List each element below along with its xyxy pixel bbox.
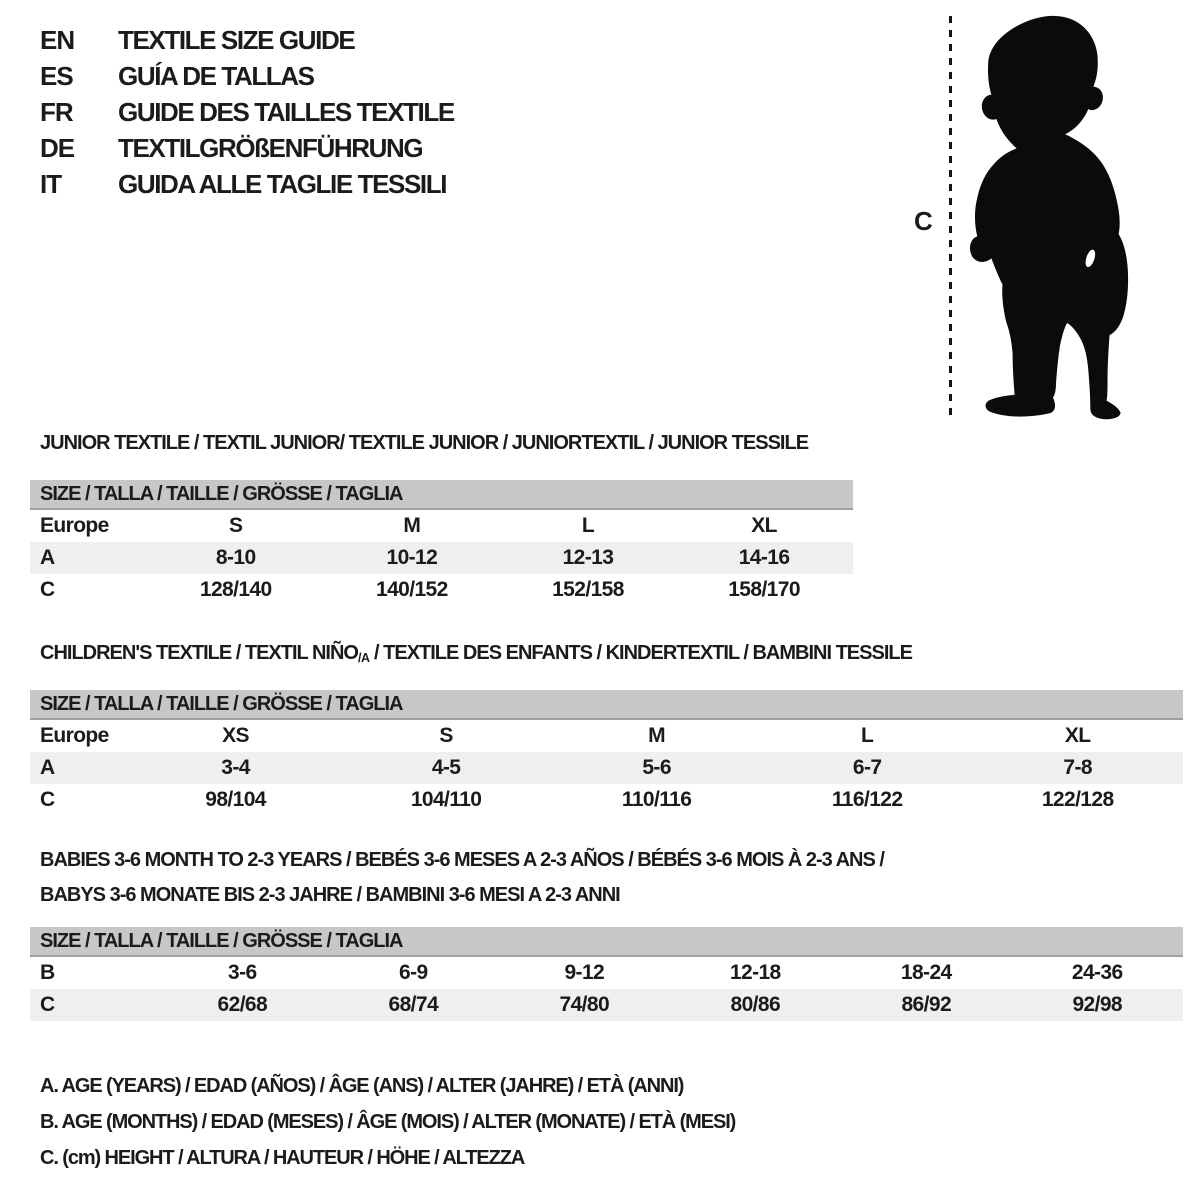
months-cell: 24-36 (1071, 961, 1123, 984)
junior-row-europe (30, 510, 853, 542)
lang-row-fr (40, 94, 454, 130)
children-title-sub: /A (357, 651, 370, 665)
children-row-height (30, 784, 1183, 816)
legend-line-b: B. AGE (MONTHS) / EDAD (MESES) / ÂGE (MOIS) / ALTER (MONATE) / ETÀ (MESI) (40, 1110, 736, 1133)
junior-size-table (30, 480, 853, 606)
height-cell: 110/116 (621, 788, 692, 811)
lang-code-en: EN (40, 24, 75, 55)
row-label: A (40, 546, 55, 569)
babies-size-header-row (30, 927, 1183, 957)
babies-row-months (30, 957, 1183, 989)
legend-line-a: A. AGE (YEARS) / EDAD (AÑOS) / ÂGE (ANS) / ALTER (JAHRE) / ETÀ (ANNI) (40, 1074, 684, 1097)
height-cell: 158/170 (728, 578, 800, 601)
size-cell: M (403, 514, 421, 537)
months-cell: 18-24 (900, 961, 952, 984)
row-label: C (40, 788, 55, 811)
size-header-label: SIZE / TALLA / TAILLE / GRÖSSE / TAGLIA (40, 929, 403, 952)
row-label: Europe (40, 514, 109, 537)
row-label: Europe (40, 724, 109, 747)
babies-row-height (30, 989, 1183, 1021)
lang-title-en: TEXTILE SIZE GUIDE (118, 24, 355, 55)
lang-row-en (40, 22, 454, 58)
row-label: B (40, 961, 55, 984)
legend (40, 1068, 735, 1176)
children-title-pre: CHILDREN'S TEXTILE / TEXTIL NIÑO (40, 642, 358, 664)
size-cell: S (229, 514, 243, 537)
size-cell: XL (751, 514, 777, 537)
age-cell: 3-4 (221, 756, 250, 779)
months-cell: 9-12 (564, 961, 605, 984)
lang-title-fr: GUIDE DES TAILLES TEXTILE (118, 96, 454, 127)
junior-row-age (30, 542, 853, 574)
size-header-label: SIZE / TALLA / TAILLE / GRÖSSE / TAGLIA (40, 692, 403, 715)
height-cell: 80/86 (730, 993, 781, 1016)
height-cell: 92/98 (1072, 993, 1123, 1016)
row-label: C (40, 993, 55, 1016)
babies-title-line2: BABYS 3-6 MONATE BIS 2-3 JAHRE / BAMBINI 3-6 MESI A 2-3 ANNI (40, 884, 620, 906)
legend-line-c: C. (cm) HEIGHT / ALTURA / HAUTEUR / HÖHE / ALTEZZA (40, 1146, 525, 1169)
row-label: A (40, 756, 55, 779)
height-measure-dashed-line (949, 16, 952, 416)
height-cell: 74/80 (559, 993, 610, 1016)
months-cell: 3-6 (228, 961, 257, 984)
row-label: C (40, 578, 55, 601)
children-row-europe (30, 720, 1183, 752)
junior-size-header-row (30, 480, 853, 510)
age-cell: 7-8 (1063, 756, 1092, 779)
lang-row-it (40, 166, 454, 202)
height-cell: 68/74 (388, 993, 439, 1016)
junior-section-title: JUNIOR TEXTILE / TEXTIL JUNIOR/ TEXTILE JUNIOR / JUNIORTEXTIL / JUNIOR TESSILE (40, 432, 809, 454)
babies-section-title (40, 843, 884, 913)
lang-code-it: IT (40, 168, 62, 199)
size-cell: S (439, 724, 453, 747)
age-cell: 10-12 (386, 546, 438, 569)
height-cell: 86/92 (901, 993, 952, 1016)
height-cell: 128/140 (199, 578, 272, 601)
size-cell: XS (222, 724, 249, 747)
lang-title-es: GUÍA DE TALLAS (118, 60, 314, 91)
age-cell: 5-6 (642, 756, 671, 779)
age-cell: 14-16 (738, 546, 790, 569)
size-cell: L (581, 514, 595, 537)
children-section-title (40, 642, 912, 665)
lang-row-de (40, 130, 454, 166)
toddler-silhouette (960, 12, 1148, 420)
age-cell: 8-10 (215, 546, 256, 569)
lang-title-it: GUIDA ALLE TAGLIE TESSILI (118, 168, 447, 199)
height-cell: 62/68 (217, 993, 268, 1016)
language-title-list (40, 22, 454, 202)
size-cell: M (648, 724, 666, 747)
children-size-table (30, 690, 1183, 816)
size-header-label: SIZE / TALLA / TAILLE / GRÖSSE / TAGLIA (40, 482, 403, 505)
height-measure-label: C (914, 206, 932, 236)
height-cell: 140/152 (375, 578, 448, 601)
lang-code-fr: FR (40, 96, 73, 127)
children-row-age (30, 752, 1183, 784)
size-cell: L (861, 724, 874, 747)
lang-code-de: DE (40, 132, 75, 163)
age-cell: 4-5 (431, 756, 461, 779)
children-title-post: / TEXTILE DES ENFANTS / KINDERTEXTIL / BAMBINI TESSILE (369, 642, 912, 664)
height-cell: 98/104 (205, 788, 266, 811)
size-cell: XL (1064, 724, 1091, 747)
babies-size-table (30, 927, 1183, 1021)
children-size-header-row (30, 690, 1183, 720)
age-cell: 6-7 (852, 756, 882, 779)
babies-title-line1: BABIES 3-6 MONTH TO 2-3 YEARS / BEBÉS 3-6 MESES A 2-3 AÑOS / BÉBÉS 3-6 MOIS À 2-3 ANS / (40, 849, 884, 871)
height-cell: 152/158 (552, 578, 624, 601)
lang-title-de: TEXTILGRÖßENFÜHRUNG (118, 132, 423, 163)
months-cell: 6-9 (399, 961, 428, 984)
height-cell: 116/122 (831, 788, 903, 811)
lang-code-es: ES (40, 60, 73, 91)
lang-row-es (40, 58, 454, 94)
months-cell: 12-18 (729, 961, 781, 984)
junior-row-height (30, 574, 853, 606)
height-cell: 104/110 (410, 788, 482, 811)
age-cell: 12-13 (562, 546, 614, 569)
height-cell: 122/128 (1041, 788, 1114, 811)
